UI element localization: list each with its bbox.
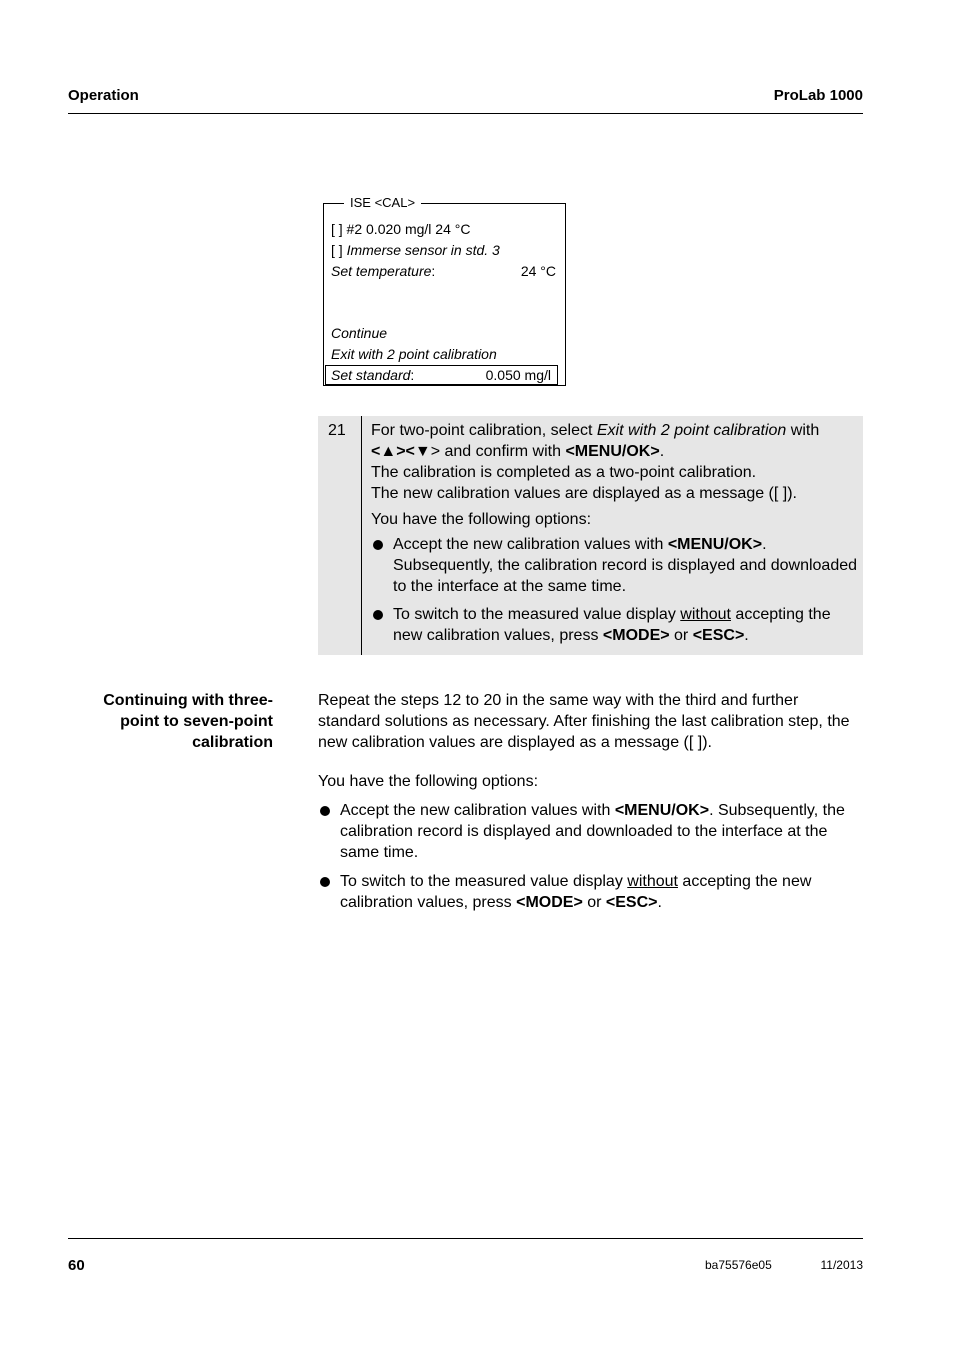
step-l2c: > and confirm with [430, 443, 566, 460]
step-b2c: accepting the new calibration values, press [393, 606, 831, 644]
section-options: You have the following options: [318, 773, 539, 790]
step-bullet-1 [371, 534, 859, 597]
screen-set-standard: Set standard: 0.050 mg/l [331, 367, 551, 383]
screen-set-temperature: Set temperature: 24 °C [331, 263, 556, 279]
set-temperature-label: Set temperature [331, 263, 432, 279]
step-l1a: For two-point calibration, select [371, 422, 597, 439]
section-b2f: <ESC> [605, 894, 658, 911]
step-bullet-2 [371, 604, 859, 646]
step-l1c: with [786, 422, 820, 439]
bullet-dot-icon [320, 806, 330, 816]
step-l2e: . [659, 443, 665, 460]
step-b2b: without [680, 606, 731, 623]
section-heading [68, 690, 273, 753]
step-l2b: >< [396, 443, 415, 460]
step-b2e: or [669, 627, 693, 644]
step-line-4: The new calibration values are displayed as a message ([ ]). [371, 485, 797, 502]
header-rule [68, 113, 863, 114]
screen-line-2-text: Immerse sensor in std. 3 [346, 242, 500, 258]
step-l2a: < [371, 443, 381, 460]
step-text [371, 420, 859, 646]
set-standard-value: 0.050 mg/l [485, 367, 551, 383]
step-b1c: . Subsequently, the calibration record is displayed and downloaded to the interface at the same time. [393, 536, 858, 595]
screen-line-2-prefix: [ ] [331, 242, 347, 258]
step-b1b: <MENU/OK> [667, 536, 763, 553]
doc-id: ba75576e05 [705, 1258, 772, 1272]
section-b2b: without [627, 873, 678, 890]
arrow-down-icon: ▼ [414, 443, 431, 460]
step-b2a: To switch to the measured value display [393, 606, 681, 623]
step-b1a: Accept the new calibration values with [393, 536, 668, 553]
arrow-up-icon: ▲ [380, 443, 397, 460]
bullet-dot-icon [373, 610, 383, 620]
section-paragraph: Repeat the steps 12 to 20 in the same way with the third and further standard solutions as necessary. After finishing the last calibration step, the new calibration values are displayed as a message ([ ]). [318, 692, 850, 751]
menu-exit-2-point: Exit with 2 point calibration [331, 346, 497, 362]
step-l2d: <MENU/OK> [565, 443, 660, 460]
section-bullet-1 [318, 800, 863, 863]
step-l1b: Exit with 2 point calibration [596, 422, 787, 439]
footer-rule [68, 1238, 863, 1239]
section-b2a: To switch to the measured value display [340, 873, 628, 890]
step-number: 21 [328, 422, 346, 439]
section-b2g: . [657, 894, 662, 911]
step-line-2 [371, 441, 859, 462]
header-right: ProLab 1000 [773, 87, 863, 104]
step-b2d: <MODE> [602, 627, 670, 644]
bullet-dot-icon [320, 877, 330, 887]
section-bullet-2 [318, 871, 863, 913]
section-b1c: . Subsequently, the calibration record is displayed and downloaded to the interface at the same time. [340, 802, 845, 861]
section-b1b: <MENU/OK> [614, 802, 710, 819]
section-b2d: <MODE> [516, 894, 583, 911]
screen-line-1: [ ] #2 0.020 mg/l 24 °C [331, 221, 471, 237]
display-screen [323, 195, 566, 386]
page-number: 60 [68, 1257, 85, 1274]
step-line-3: The calibration is completed as a two-point calibration. [371, 464, 757, 481]
section-heading-l1: Continuing with three- [103, 692, 273, 709]
menu-continue: Continue [331, 325, 388, 341]
section-b2c: accepting the new calibration values, press [340, 873, 812, 911]
step-b2f: <ESC> [692, 627, 745, 644]
step-separator [361, 416, 362, 655]
step-line-1 [371, 420, 859, 441]
section-heading-l2: point to seven-point [120, 713, 273, 730]
bullet-dot-icon [373, 540, 383, 550]
menu-set-standard-selected [325, 365, 558, 385]
screen-line-2 [331, 241, 556, 259]
set-temperature-value: 24 °C [520, 263, 556, 279]
step-options: You have the following options: [371, 511, 592, 528]
header-left: Operation [68, 87, 139, 104]
section-b1a: Accept the new calibration values with [340, 802, 615, 819]
step-table [318, 416, 863, 655]
section-body [318, 690, 863, 913]
screen-title: ISE <CAL> [344, 195, 421, 211]
set-standard-label: Set standard [331, 367, 411, 383]
doc-date: 11/2013 [820, 1258, 863, 1272]
step-b2g: . [744, 627, 749, 644]
section-heading-l3: calibration [192, 734, 273, 751]
section-b2e: or [582, 894, 606, 911]
